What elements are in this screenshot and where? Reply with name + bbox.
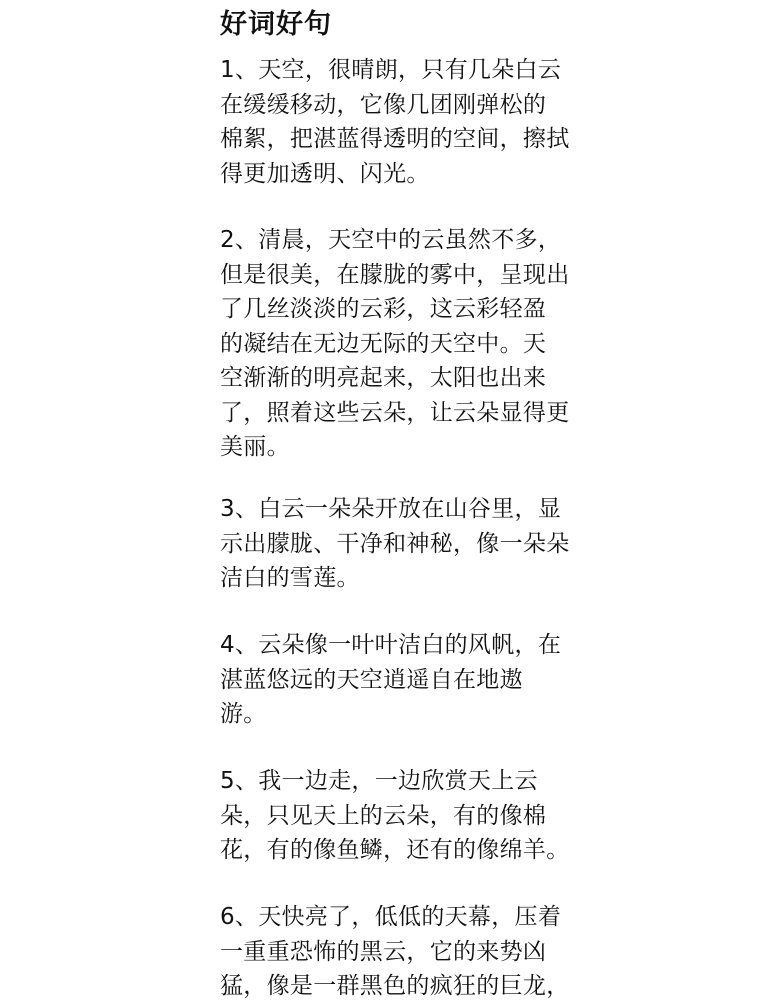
text-line: 湛蓝悠远的天空逍遥自在地遨 [220,666,523,693]
text-line: 示出朦胧、干净和神秘，像一朵朵 [220,530,570,557]
text-line: 但是很美，在朦胧的雾中，呈现出 [220,261,570,288]
text-line: 空渐渐的明亮起来，太阳也出来 [220,365,547,391]
page-title: 好词好句 [220,9,332,40]
text-line: 得更加透明、闪光。 [220,160,430,187]
paragraph-3 [220,492,580,596]
text-line: 朵，只见天上的云朵，有的像棉 [220,802,547,829]
text-line: 5、我一边走，一边欣赏天上云 [220,768,538,794]
paragraph-6 [220,900,580,1004]
text-line: 在缓缓移动，它像几团刚弹松的 [220,91,547,118]
text-line: 6、天快亮了，低低的天幕，压着 [220,904,562,930]
text-line: 4、云朵像一叶叶洁白的风帆，在 [220,632,562,658]
text-line: 了，照着这些云朵，让云朵显得更 [220,399,570,426]
text-line: 3、白云一朵朵开放在山谷里，显 [220,496,562,522]
paragraph-5 [220,764,580,868]
text-line: 了几丝淡淡的云彩，这云彩轻盈 [220,296,547,322]
text-line: 1、天空，很晴朗，只有几朵白云 [220,57,562,83]
paragraph-1 [220,53,580,191]
text-line: 花，有的像鱼鳞，还有的像绵羊。 [220,837,570,863]
text-line: 洁白的雪莲。 [220,565,360,591]
text-line: 的凝结在无边无际的天空中。天 [220,330,547,357]
text-line: 猛，像是一群黑色的疯狂的巨龙， [220,973,570,999]
text-line: 游。 [220,701,267,727]
text-line: 美丽。 [220,434,290,460]
text-line: 一重重恐怖的黑云，它的来势凶 [220,938,547,965]
text-line: 棉絮，把湛蓝得透明的空间，擦拭 [220,126,570,152]
text-line: 2、清晨，天空中的云虽然不多， [220,227,562,253]
paragraph-2 [220,223,580,465]
paragraph-4 [220,628,580,732]
